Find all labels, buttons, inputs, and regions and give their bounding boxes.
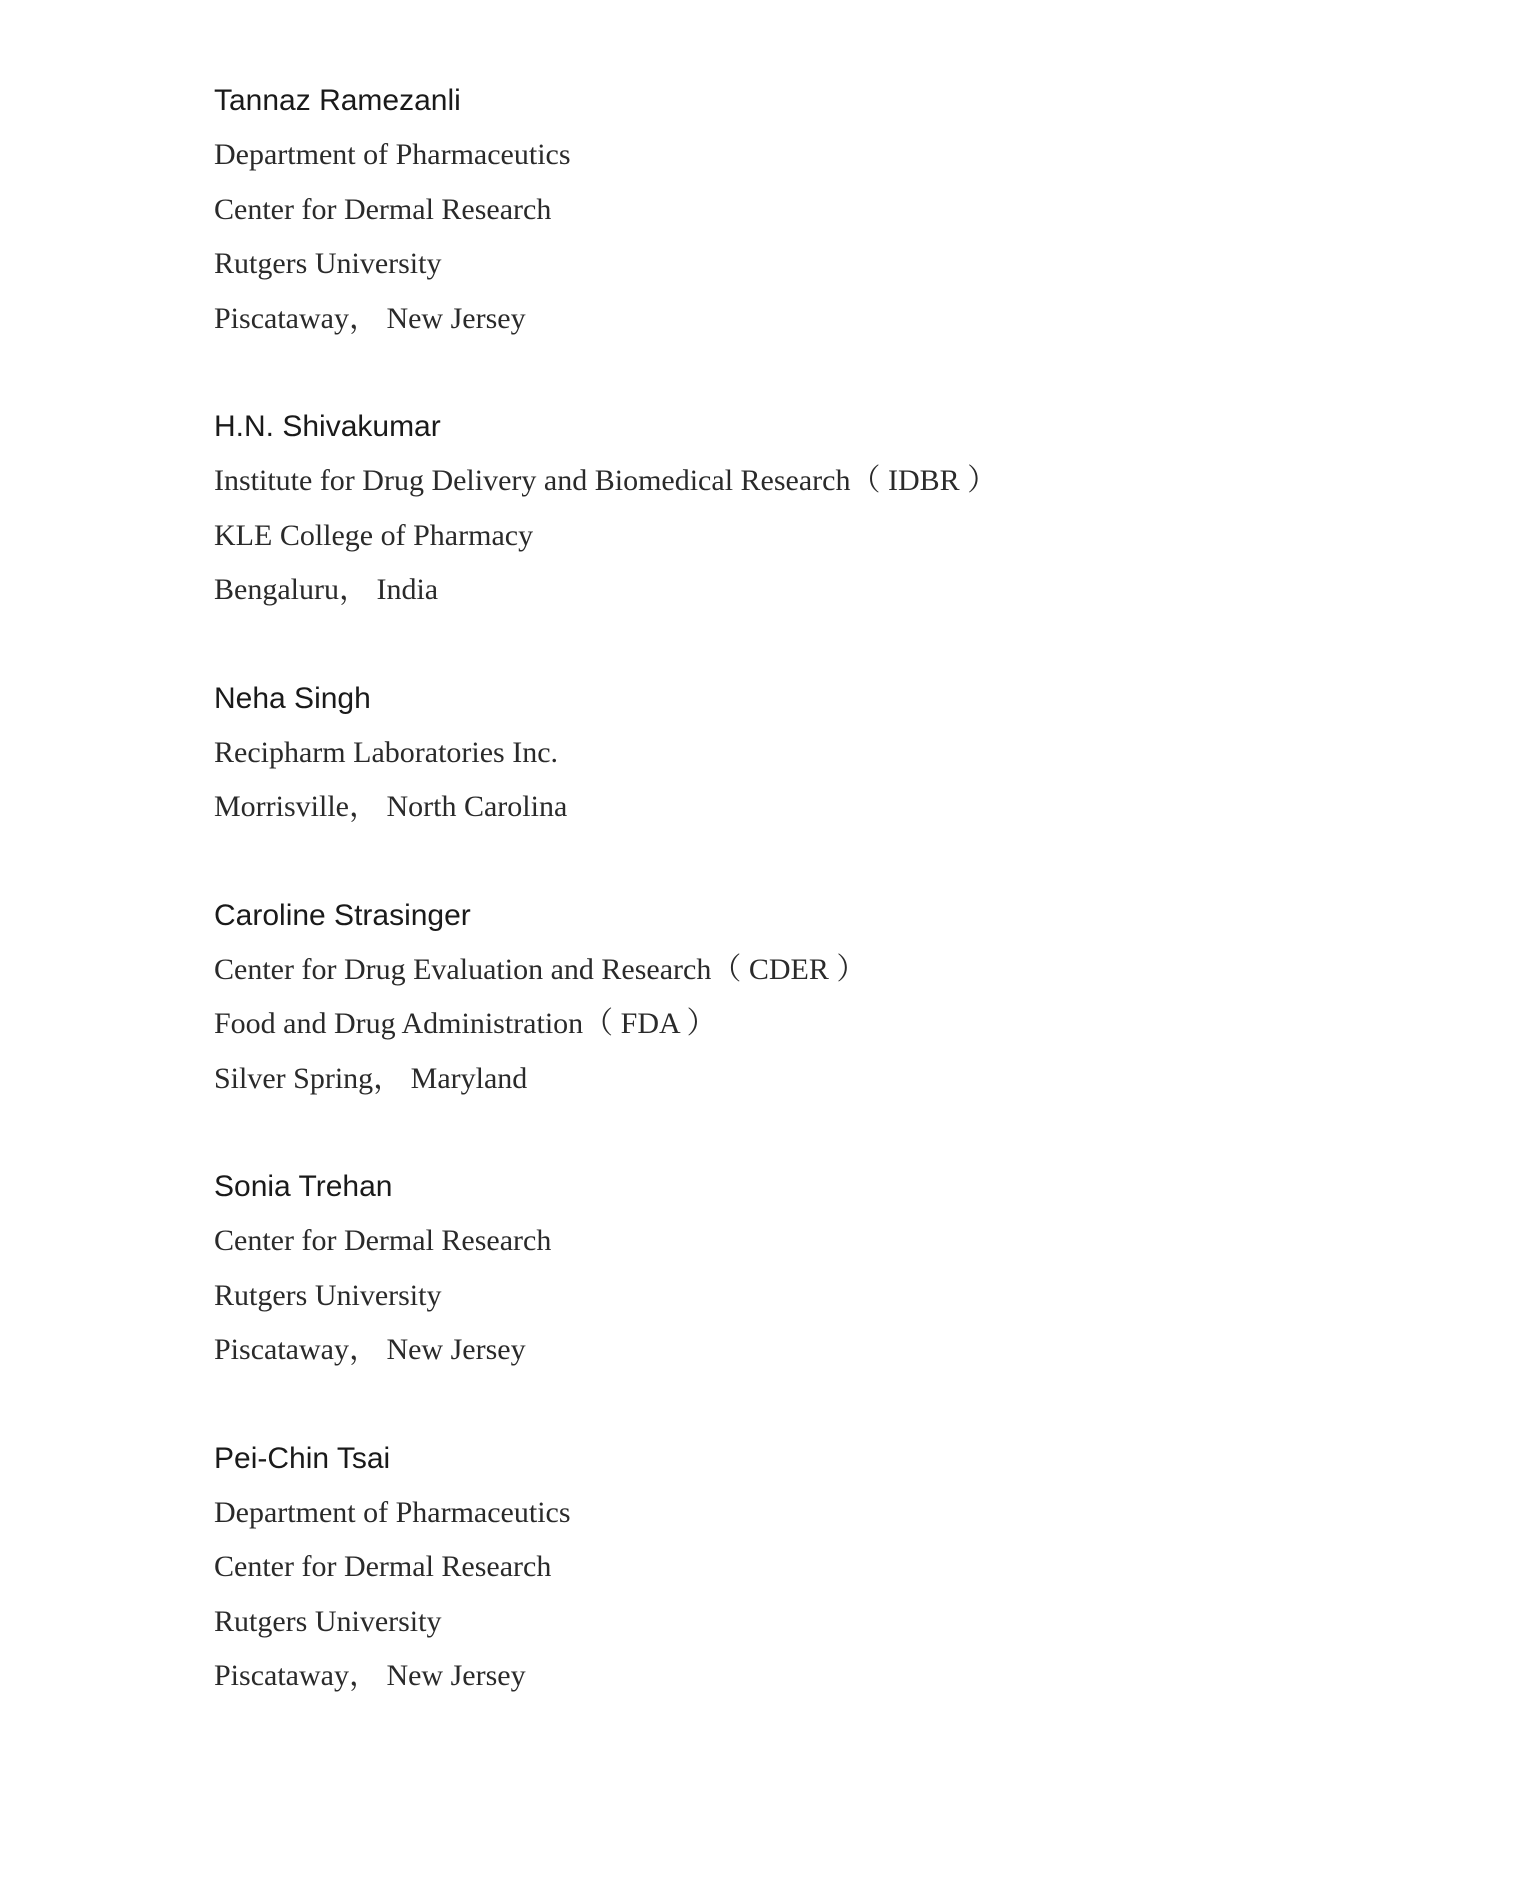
affiliation-line: Recipharm Laboratories Inc. bbox=[214, 735, 559, 769]
affiliation-line: Piscataway， New Jersey bbox=[214, 301, 526, 335]
contributor-name: Pei-Chin Tsai bbox=[214, 1441, 391, 1475]
affiliation-line: Food and Drug Administration（ FDA ） bbox=[214, 1007, 717, 1040]
contributor-entry bbox=[214, 1160, 1414, 1378]
contributor-entry bbox=[214, 672, 1414, 835]
contributor-name: H.N. Shivakumar bbox=[214, 410, 441, 443]
affiliation-line: Piscataway， New Jersey bbox=[214, 1333, 526, 1366]
affiliation-line: Piscataway， New Jersey bbox=[214, 1659, 526, 1692]
affiliation-line: Institute for Drug Delivery and Biomedical Research（ IDBR ） bbox=[214, 464, 998, 497]
affiliation-line: KLE College of Pharmacy bbox=[214, 518, 534, 552]
contributor-name: Caroline Strasinger bbox=[214, 898, 471, 932]
affiliation-line: Department of Pharmaceutics bbox=[214, 138, 571, 171]
contributor-list bbox=[214, 74, 1414, 1758]
contributor-entry bbox=[214, 889, 1414, 1107]
affiliation-line: Silver Spring， Maryland bbox=[214, 1061, 528, 1095]
affiliation-line: Center for Dermal Research bbox=[214, 1224, 552, 1257]
contributor-name: Neha Singh bbox=[214, 681, 371, 715]
affiliation-line: Department of Pharmaceutics bbox=[214, 1495, 571, 1529]
contributor-entry bbox=[214, 1432, 1414, 1704]
contributor-name: Sonia Trehan bbox=[214, 1170, 393, 1203]
affiliation-line: Bengaluru， India bbox=[214, 573, 439, 606]
affiliation-line: Center for Drug Evaluation and Research（ CDER ） bbox=[214, 952, 867, 986]
contributor-name: Tannaz Ramezanli bbox=[214, 84, 461, 117]
affiliation-line: Rutgers University bbox=[214, 1278, 442, 1312]
contributor-entry bbox=[214, 400, 1414, 618]
contributor-entry bbox=[214, 74, 1414, 346]
affiliation-line: Center for Dermal Research bbox=[214, 1550, 552, 1583]
affiliation-line: Rutgers University bbox=[214, 247, 442, 280]
affiliation-line: Morrisville， North Carolina bbox=[214, 790, 568, 823]
affiliation-line: Center for Dermal Research bbox=[214, 192, 552, 226]
affiliation-line: Rutgers University bbox=[214, 1604, 442, 1638]
